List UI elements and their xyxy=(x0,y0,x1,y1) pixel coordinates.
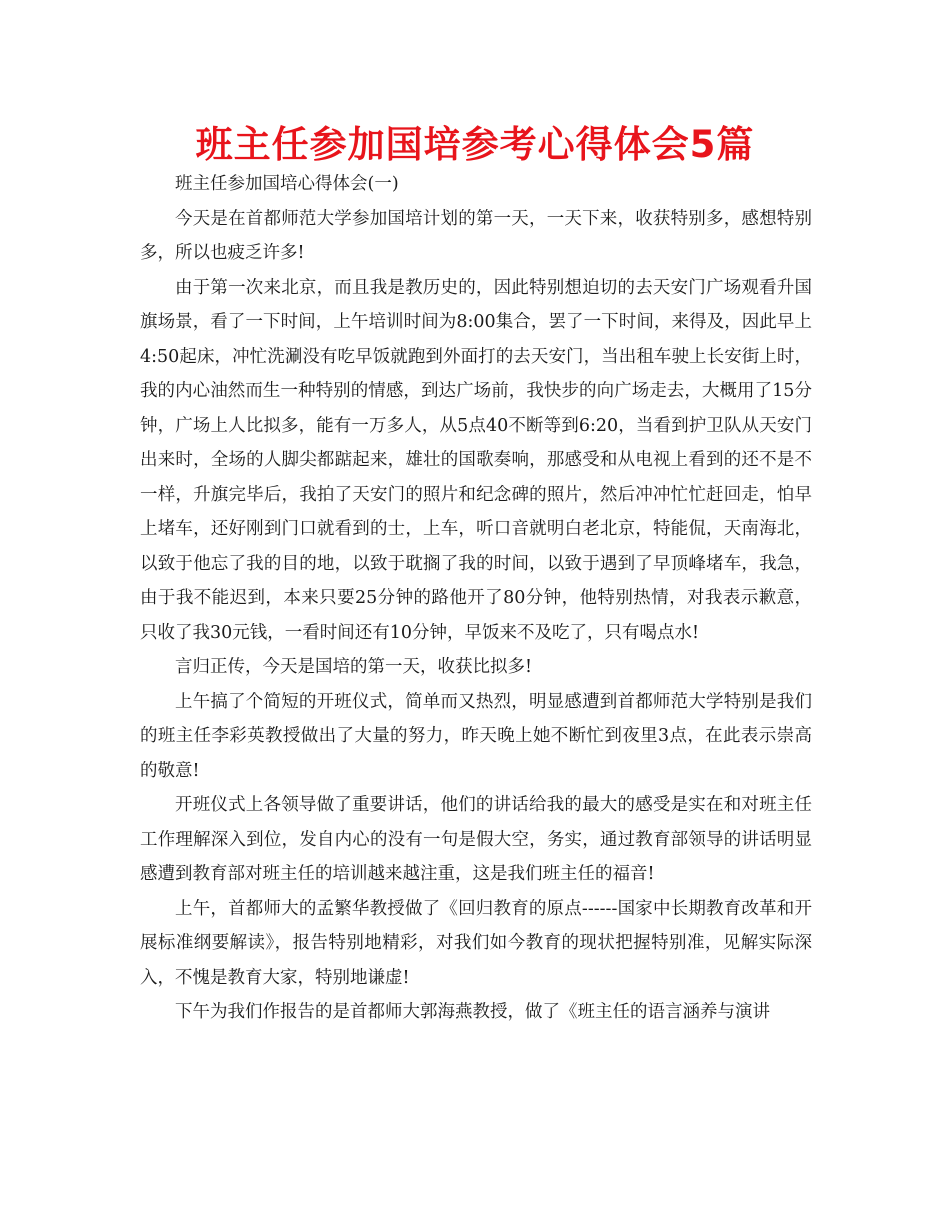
paragraph-5: 开班仪式上各领导做了重要讲话，他们的讲话给我的最大的感受是实在和对班主任工作理解深入到位，发自内心的没有一句是假大空，务实，通过教育部领导的讲话明显感遭到教育部对班主任的培训越来越注重，这是我们班主任的福音! xyxy=(140,795,812,884)
section-subtitle: 班主任参加国培心得体会(一) xyxy=(175,174,399,194)
document-title: 班主任参加国培参考心得体会5篇 xyxy=(195,123,755,166)
paragraph-7: 下午为我们作报告的是首都师大郭海燕教授，做了《班主任的语言涵养与演讲 xyxy=(175,1002,770,1022)
paragraph-1: 今天是在首都师范大学参加国培计划的第一天，一天下来，收获特别多，感想特别多，所以也疲乏许多! xyxy=(140,208,812,263)
paragraph-2: 由于第一次来北京，而且我是教历史的，因此特别想迫切的去天安门广场观看升国旗场景，看了一下时间，上午培训时间为8:00集合，罢了一下时间，来得及，因此早上4:50起床，冲忙洗涮没有吃早饭就跑到外面打的去天安门，当出租车驶上长安街上时，我的内心油然而生一种特别的情感，到达广场前，我快步的向广场走去，大概用了15分钟，广场上人比拟多，能有一万多人，从5点40不断等到6:20，当看到护卫队从天安门出来时，全场的人脚尖都踮起来，雄壮的国歌奏响，那感受和从电视上看到的还不是不一样，升旗完毕后，我拍了天安门的照片和纪念碑的照片，然后冲冲忙忙赶回走，怕早上堵车，还好刚到门口就看到的士，上车，听口音就明白老北京，特能侃，天南海北，以致于他忘了我的目的地，以致于耽搁了我的时间，以致于遇到了早顶峰堵车，我急，由于我不能迟到，本来只要25分钟的路他开了80分钟，他特别热情，对我表示歉意，只收了我30元钱，一看时间还有10分钟，早饭来不及吃了，只有喝点水! xyxy=(140,277,812,643)
paragraph-3: 言归正传，今天是国培的第一天，收获比拟多! xyxy=(175,657,533,677)
document-body xyxy=(140,167,812,1030)
paragraph-4: 上午搞了个简短的开班仪式，简单而又热烈，明显感遭到首都师范大学特别是我们的班主任李彩英教授做出了大量的努力，昨天晚上她不断忙到夜里3点，在此表示崇高的敬意! xyxy=(140,691,812,781)
paragraph-6: 上午，首都师大的孟繁华教授做了《回归教育的原点------国家中长期教育改革和开展标准纲要解读》，报告特别地精彩，对我们如今教育的现状把握特别准，见解实际深入，不愧是教育大家，特别地谦虚! xyxy=(140,898,812,988)
